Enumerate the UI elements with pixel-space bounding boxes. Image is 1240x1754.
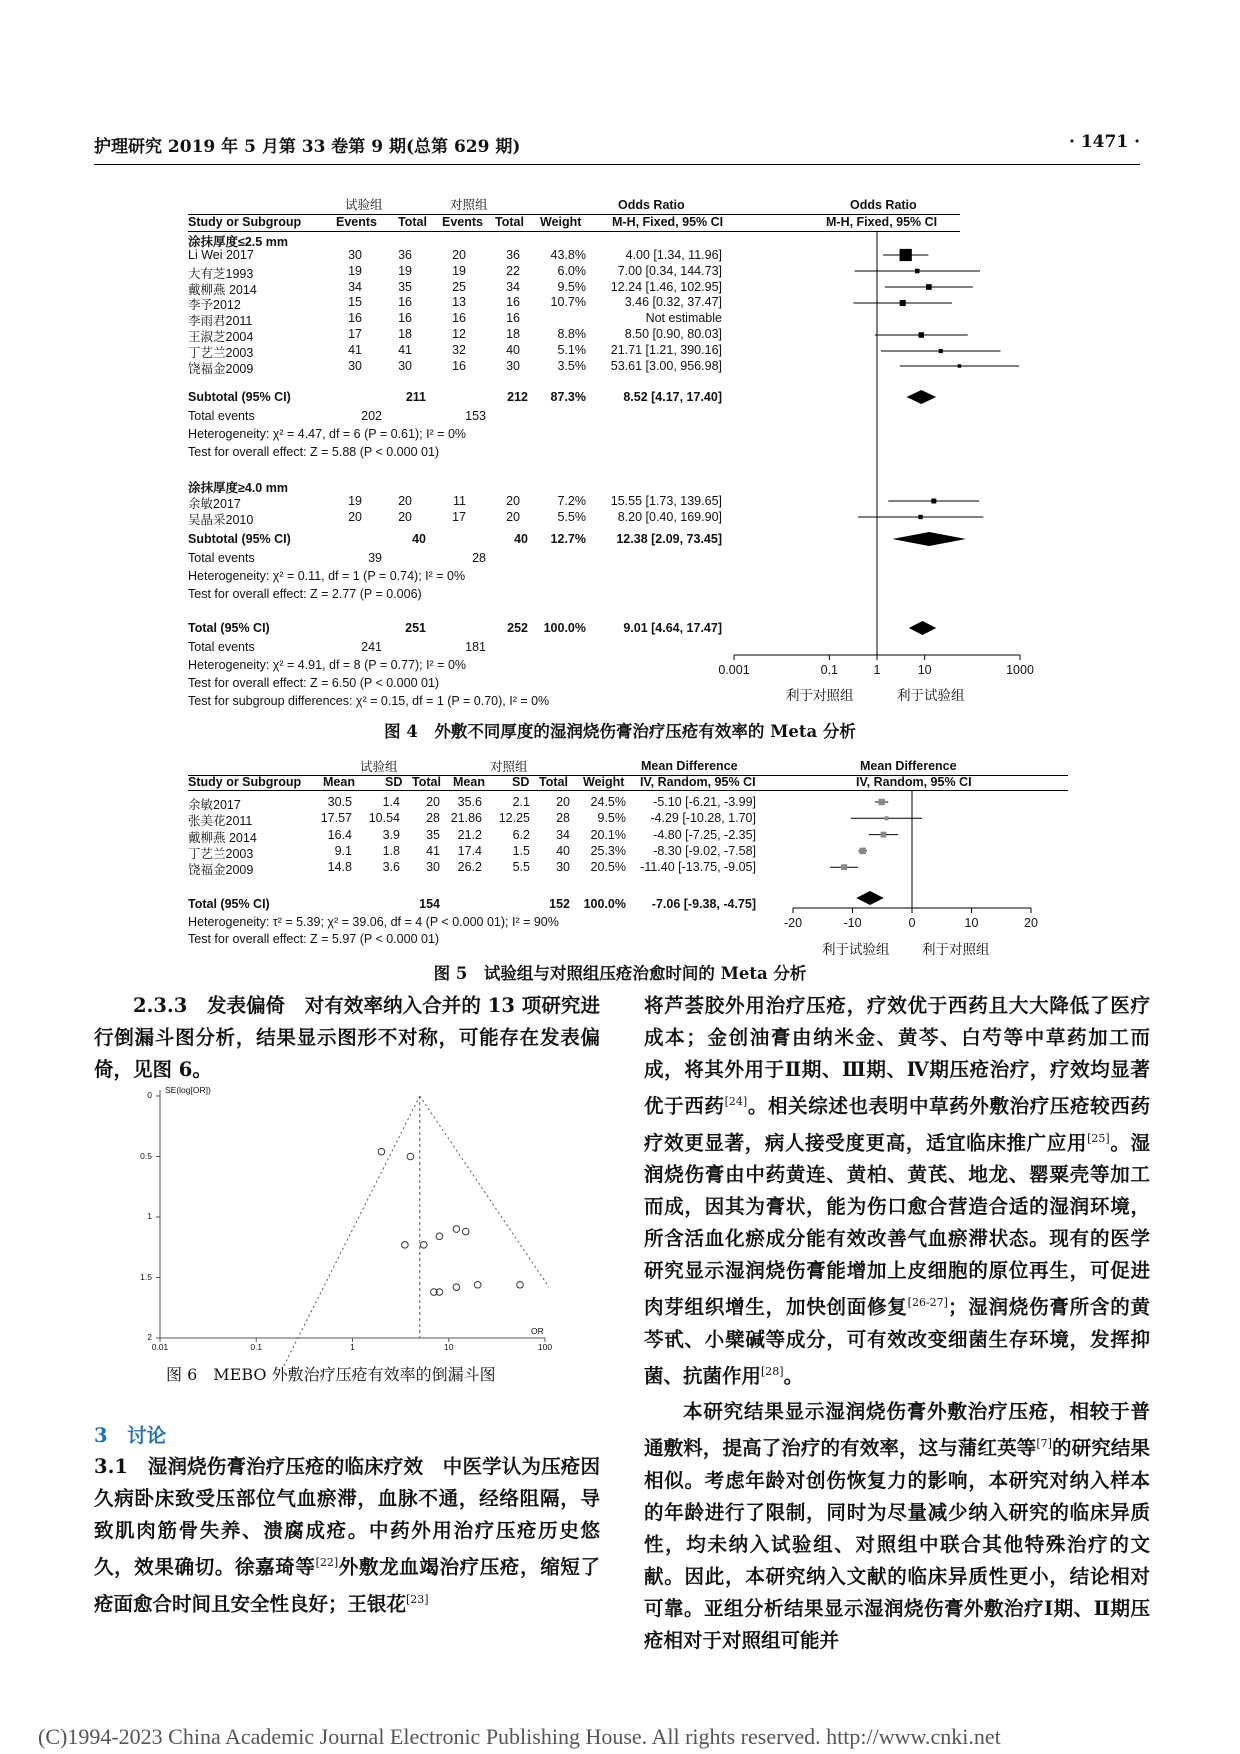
subgroup2-events-e1: 39 [368, 551, 382, 565]
weight: 9.5% [597, 811, 626, 826]
x-tick-label: 1 [873, 663, 881, 677]
mean-exp: 14.8 [327, 860, 352, 875]
events-exp: 41 [348, 342, 362, 357]
f5-col-sd-ctl: SD [512, 775, 530, 789]
total-exp: 30 [426, 860, 440, 875]
total-exp: 19 [398, 263, 412, 278]
events-exp: 15 [348, 295, 362, 310]
weight: 7.2% [557, 494, 586, 508]
events-exp: 30 [348, 248, 362, 262]
ref-28: [28] [761, 1364, 784, 1378]
sd-exp: 10.54 [368, 811, 400, 826]
subgroup1-events-label: Total events [188, 409, 255, 423]
events-ctl: 17 [452, 509, 466, 524]
sd-exp: 3.9 [382, 827, 400, 842]
events-ctl: 20 [452, 248, 466, 262]
x-tick-label: 10 [964, 916, 979, 930]
f5-col-md-plot-title: Mean Difference [860, 759, 957, 773]
ref-26-27: [26-27] [907, 1296, 948, 1309]
total-ctl: 16 [506, 295, 520, 310]
study-point [453, 1284, 460, 1291]
f5-col-md-sub: IV, Random, 95% CI [640, 775, 756, 789]
odds-ratio-ci: 4.00 [1.34, 11.96] [625, 248, 722, 262]
total-exp: 20 [398, 494, 412, 508]
study-point [407, 1153, 414, 1160]
total-t2: 252 [507, 621, 528, 635]
section-3-1-text-a: 中医学认为压疮因久病卧床致受压部位气血瘀滞，血脉不通，经络阻隔，导致肌肉筋骨失养、溃腐成疮。中药外用治疗压疮历史悠久，效果确切。徐嘉琦等 [94, 1455, 600, 1579]
sd-exp: 3.6 [382, 860, 400, 875]
mean-diff-ci: -4.80 [-7.25, -2.35] [653, 827, 756, 842]
col-total-exp: Total [398, 215, 427, 229]
study-name: 余敏2017 [188, 798, 241, 812]
col-study: Study or Subgroup [188, 215, 302, 229]
events-exp: 16 [348, 311, 362, 326]
sd-exp: 1.4 [382, 795, 400, 809]
right-column-text [644, 990, 1150, 1657]
funnel-right [420, 1096, 549, 1287]
mean-ctl: 35.6 [457, 795, 482, 809]
ref-7: [7] [1036, 1437, 1052, 1450]
x-tick-label: 0.01 [151, 1342, 169, 1352]
col-total-ctl: Total [495, 215, 524, 229]
weight: 5.5% [557, 509, 586, 524]
f6-x-label: OR [531, 1326, 544, 1336]
mean-diff-ci: -5.10 [-6.21, -3.99] [653, 795, 756, 809]
study-point [474, 1281, 481, 1288]
study-point [402, 1242, 409, 1249]
f5-group-ctl-label: 对照组 [490, 760, 528, 774]
x-tick-label: 20 [1024, 916, 1038, 930]
group-ctl-label: 对照组 [450, 198, 488, 212]
section-3-1 [94, 1451, 600, 1620]
total-events-label: Total events [188, 640, 255, 654]
f5-col-sd-exp: SD [385, 775, 403, 789]
subgroup1-subtotal-t2: 212 [507, 390, 528, 404]
events-ctl: 13 [452, 295, 466, 310]
subgroup2-subtotal-t1: 40 [412, 532, 426, 546]
mean-exp: 16.4 [327, 827, 352, 842]
y-tick-label: 0.5 [140, 1150, 152, 1161]
sd-ctl: 6.2 [512, 827, 530, 842]
total-exp: 18 [398, 327, 412, 341]
weight: 20.5% [590, 860, 626, 875]
x-tick-label: 0 [908, 916, 916, 930]
mean-diff-ci: -8.30 [-9.02, -7.58] [653, 843, 756, 858]
section-3-1-text-b: 外敷龙血竭治疗压疮，缩短了疮面愈合时间且安全性良好；王银花 [94, 1555, 600, 1615]
study-name: Li Wei 2017 [188, 248, 254, 262]
subgroup2-title: 涂抹厚度≥4.0 mm [188, 481, 288, 495]
odds-ratio-ci: 53.61 [3.00, 956.98] [610, 358, 722, 373]
f5-total-label: Total (95% CI) [188, 897, 270, 911]
f6-y-label: SE(log[OR]) [165, 1085, 211, 1095]
total-label: Total (95% CI) [188, 621, 270, 635]
total-exp: 41 [426, 843, 440, 858]
section-3-heading [94, 1420, 166, 1448]
study-name: 大有芝1993 [188, 266, 254, 281]
f5-group-exp-label: 试验组 [360, 760, 398, 774]
odds-ratio-ci: Not estimable [645, 311, 722, 326]
total-t1: 251 [405, 621, 426, 635]
events-ctl: 16 [452, 358, 466, 373]
x-tick-label: 0.001 [718, 663, 750, 677]
events-ctl: 11 [453, 494, 466, 508]
f5-favours-experimental: 利于试验组 [822, 942, 890, 957]
col-or-title: Odds Ratio [618, 198, 685, 212]
y-tick-label: 1.5 [140, 1271, 152, 1282]
sd-ctl: 12.25 [498, 811, 530, 826]
rc-p1-a: 将芦荟胶外用治疗压疮，疗效优于西药且大大降低了医疗成本；金创油膏由纳米金、黄芩、白芍等中草药加工而成，将其外用于Ⅱ期、Ⅲ期、Ⅳ期压疮治疗，疗效均显著优于西药 [644, 994, 1150, 1118]
events-ctl: 16 [452, 311, 466, 326]
page-number: · 1471 · [1069, 132, 1140, 152]
funnel-left [282, 1096, 420, 1369]
y-tick-label: 2 [147, 1332, 152, 1342]
f5-col-study: Study or Subgroup [188, 775, 302, 789]
mean-exp: 17.57 [320, 811, 352, 826]
study-name: 李予2012 [188, 298, 241, 313]
total-ctl: 30 [506, 358, 520, 373]
subgroup2-overall-test: Test for overall effect: Z = 2.77 (P = 0.006) [188, 587, 422, 601]
total-ctl: 20 [506, 494, 520, 508]
f5-total-t1: 154 [419, 897, 440, 911]
f5-total-t2: 152 [549, 897, 570, 911]
total-w: 100.0% [543, 621, 586, 635]
study-name: 丁艺兰2003 [188, 846, 254, 861]
total-exp: 35 [426, 827, 440, 842]
events-ctl: 32 [452, 342, 466, 357]
study-point [436, 1233, 443, 1240]
mean-ctl: 26.2 [457, 860, 482, 875]
f5-total-w: 100.0% [583, 897, 626, 911]
x-tick-label: -10 [843, 916, 862, 930]
total-ctl: 40 [506, 342, 520, 357]
subgroup1-events-e2: 153 [465, 409, 486, 423]
ref-25: [25] [1087, 1131, 1110, 1145]
subgroup1-subtotal-label: Subtotal (95% CI) [188, 390, 291, 404]
total-ctl: 16 [506, 311, 520, 326]
section-3-title: 讨论 [127, 1424, 167, 1447]
y-tick-label: 0 [147, 1090, 152, 1100]
x-tick-label: 0.1 [820, 663, 839, 677]
sd-ctl: 1.5 [512, 843, 530, 858]
subgroup1-heterogeneity: Heterogeneity: χ² = 4.47, df = 6 (P = 0.61); I² = 0% [188, 427, 467, 441]
total-ctl: 18 [506, 327, 520, 341]
total-ctl: 22 [506, 263, 520, 278]
section-2-3-3-number: 2.3.3 [133, 994, 188, 1017]
copyright-footer: (C)1994-2023 China Academic Journal Electronic Publishing House. All rights reserved. http://www.cnki.net [38, 1724, 1001, 1749]
ref-24: [24] [724, 1095, 748, 1108]
total-exp: 30 [398, 358, 412, 373]
subgroup2-events-label: Total events [188, 551, 255, 565]
f5-col-total-ctl: Total [539, 775, 568, 789]
total-events-e1: 241 [361, 640, 382, 654]
favours-control: 利于对照组 [786, 688, 854, 703]
col-or-plot-sub: M-H, Fixed, 95% CI [826, 215, 938, 229]
study-point [462, 1228, 469, 1235]
study-name: 张美花2011 [188, 814, 253, 829]
col-events-ctl: Events [442, 215, 483, 229]
section-2-3-3-text: 对有效率纳入合并的 13 项研究进行倒漏斗图分析，结果显示图形不对称，可能存在发表偏倚，见图 6。 [94, 994, 600, 1081]
subgroup1-subtotal-w: 87.3% [550, 390, 586, 404]
figure-5-caption: 图 5 试验组与对照组压疮治愈时间的 Meta 分析 [433, 964, 807, 983]
rc-p2-b: 的研究结果相似。考虑年龄对创伤恢复力的影响，本研究对纳入样本的年龄进行了限制，同时为尽量减少纳入研究的临床异质性，均未纳入试验组、对照组中联合其他特殊治疗的文献。因此，本研究纳入文献的临床异质性更小，结论相对可靠。亚组分析结果显示湿润烧伤膏外敷治疗Ⅰ期、Ⅱ期压疮相对于对照组可能并 [644, 1436, 1150, 1652]
mean-diff-ci: -4.29 [-10.28, 1.70] [650, 811, 756, 826]
events-exp: 30 [348, 358, 362, 373]
section-3-1-title: 湿润烧伤膏治疗压疮的临床疗效 [147, 1455, 424, 1478]
rc-p1-d: ；湿润烧伤膏所含的黄芩甙、小檗碱等成分，可有效改变细菌生存环境，发挥抑菌、抗菌作用 [644, 1295, 1150, 1387]
total-exp: 16 [398, 295, 412, 310]
study-point [378, 1148, 385, 1155]
total-exp: 20 [426, 795, 440, 809]
sd-ctl: 2.1 [512, 795, 530, 809]
favours-experimental: 利于试验组 [897, 688, 965, 703]
f5-col-total-exp: Total [412, 775, 441, 789]
weight: 10.7% [550, 295, 586, 310]
study-point [420, 1242, 427, 1249]
weight: 6.0% [557, 263, 586, 278]
total-exp: 35 [398, 279, 412, 294]
mean-diff-ci: -11.40 [-13.75, -9.05] [640, 860, 756, 875]
total-heterogeneity: Heterogeneity: χ² = 4.91, df = 8 (P = 0.77); I² = 0% [188, 658, 467, 672]
total-exp: 28 [426, 811, 440, 826]
study-name: 饶福金2009 [188, 863, 254, 878]
sd-ctl: 5.5 [512, 860, 530, 875]
events-ctl: 25 [452, 279, 466, 294]
total-ctl: 20 [556, 795, 570, 809]
weight: 8.8% [557, 327, 586, 341]
subgroup2-events-e2: 28 [472, 551, 486, 565]
total-ctl: 36 [506, 248, 520, 262]
f5-total-ci: -7.06 [-9.38, -4.75] [651, 897, 756, 911]
f5-overall-test: Test for overall effect: Z = 5.97 (P < 0.000 01) [188, 932, 440, 946]
x-tick-label: 1 [350, 1342, 355, 1352]
mean-exp: 9.1 [334, 843, 352, 858]
events-ctl: 12 [452, 327, 466, 341]
total-ctl: 20 [506, 509, 520, 524]
section-2-3-3-title: 发表偏倚 [206, 994, 286, 1017]
y-tick-label: 1 [147, 1211, 152, 1221]
total-exp: 16 [398, 311, 412, 326]
f5-heterogeneity: Heterogeneity: τ² = 5.39; χ² = 39.06, df = 4 (P < 0.000 01); I² = 90% [188, 915, 559, 929]
x-tick-label: 10 [917, 663, 932, 677]
rc-p1-e: 。 [783, 1364, 804, 1387]
mean-ctl: 21.86 [450, 811, 482, 826]
events-exp: 34 [348, 279, 362, 294]
study-name: 李雨君2011 [188, 314, 253, 329]
total-exp: 41 [398, 342, 412, 357]
subgroup2-subtotal-label: Subtotal (95% CI) [188, 532, 291, 546]
total-ctl: 28 [556, 811, 570, 826]
subgroup1-subtotal-ci: 8.52 [4.17, 17.40] [623, 390, 722, 404]
weight: 24.5% [590, 795, 626, 809]
weight: 5.1% [557, 342, 586, 357]
events-exp: 19 [348, 494, 362, 508]
subgroup1-title: 涂抹厚度≤2.5 mm [188, 235, 288, 249]
study-name: 余敏2017 [188, 497, 241, 511]
study-name: 饶福金2009 [188, 361, 254, 376]
rc-p1-b: 。相关综述也表明中草药外敷治疗压疮较西药疗效更显著，病人接受度更高，适宜临床推广应用 [644, 1094, 1150, 1154]
x-tick-label: 0.1 [250, 1342, 263, 1352]
col-events-exp: Events [336, 215, 377, 229]
x-tick-label: 1000 [1006, 663, 1034, 677]
f5-col-mean-exp: Mean [323, 775, 355, 789]
rc-p1-c: 。湿润烧伤膏由中药黄连、黄柏、黄芪、地龙、罂粟壳等加工而成，因其为膏状，能为伤口愈合营造合适的湿润环境，所含活血化瘀成分能有效改善气血瘀滞状态。现有的医学研究显示湿润烧伤膏能增加上皮细胞的原位再生，可促进肉芽组织增生，加快创面修复 [644, 1131, 1150, 1319]
study-name: 戴柳燕 2014 [188, 282, 257, 297]
subgroup2-subtotal-ci: 12.38 [2.09, 73.45] [616, 532, 722, 546]
group-exp-label: 试验组 [345, 198, 383, 212]
odds-ratio-ci: 15.55 [1.73, 139.65] [610, 494, 722, 508]
events-exp: 17 [348, 327, 362, 341]
figure-6-caption: 图 6 MEBO 外敷治疗压疮有效率的倒漏斗图 [166, 1365, 496, 1384]
odds-ratio-ci: 8.20 [0.40, 169.90] [617, 509, 722, 524]
subgroup1-overall-test: Test for overall effect: Z = 5.88 (P < 0.000 01) [188, 445, 440, 459]
subgroup-diff-test: Test for subgroup differences: χ² = 0.15, df = 1 (P = 0.70), I² = 0% [188, 694, 550, 708]
weight: 25.3% [590, 843, 626, 858]
journal-info: 护理研究 2019 年 5 月第 33 卷第 9 期(总第 629 期) [94, 137, 521, 157]
study-name: 吴晶采2010 [188, 512, 254, 527]
ref-22: [22] [315, 1556, 339, 1569]
weight: 3.5% [557, 358, 586, 373]
study-name: 王淑芝2004 [188, 330, 254, 344]
section-3-1-number: 3.1 [94, 1455, 128, 1478]
total-ci: 9.01 [4.64, 17.47] [623, 621, 722, 635]
study-point [517, 1281, 524, 1288]
odds-ratio-ci: 3.46 [0.32, 37.47] [624, 295, 722, 310]
mean-exp: 30.5 [327, 795, 352, 809]
ref-23: [23] [406, 1592, 429, 1606]
col-or-plot-title: Odds Ratio [850, 198, 917, 212]
mean-ctl: 21.2 [457, 827, 482, 842]
subgroup1-subtotal-t1: 211 [405, 390, 426, 404]
odds-ratio-ci: 12.24 [1.46, 102.95] [610, 279, 722, 294]
total-ctl: 34 [556, 827, 570, 842]
mean-ctl: 17.4 [457, 843, 482, 858]
odds-ratio-ci: 8.50 [0.90, 80.03] [624, 327, 722, 341]
subgroup2-subtotal-t2: 40 [514, 532, 528, 546]
figure-4-caption: 图 4 外敷不同厚度的湿润烧伤膏治疗压疮有效率的 Meta 分析 [384, 722, 856, 741]
total-overall-test: Test for overall effect: Z = 6.50 (P < 0.000 01) [188, 676, 440, 690]
total-exp: 36 [398, 248, 412, 262]
subgroup2-subtotal-w: 12.7% [550, 532, 586, 546]
subgroup1-events-e1: 202 [361, 409, 382, 423]
events-exp: 19 [348, 263, 362, 278]
odds-ratio-ci: 7.00 [0.34, 144.73] [617, 263, 722, 278]
subgroup2-heterogeneity: Heterogeneity: χ² = 0.11, df = 1 (P = 0.74); I² = 0% [188, 569, 466, 583]
study-name: 戴柳燕 2014 [188, 830, 257, 845]
total-ctl: 40 [556, 843, 570, 858]
f5-col-mean-ctl: Mean [453, 775, 485, 789]
col-or-sub: M-H, Fixed, 95% CI [612, 215, 724, 229]
f5-favours-control: 利于对照组 [922, 942, 990, 957]
col-weight: Weight [540, 215, 582, 229]
sd-exp: 1.8 [382, 843, 400, 858]
x-tick-label: 100 [537, 1342, 553, 1352]
section-3-number: 3 [94, 1424, 108, 1447]
odds-ratio-ci: 21.71 [1.21, 390.16] [610, 342, 722, 357]
events-exp: 20 [348, 509, 362, 524]
total-exp: 20 [398, 509, 412, 524]
weight: 9.5% [557, 279, 586, 294]
f5-col-weight: Weight [583, 775, 625, 789]
total-ctl: 34 [506, 279, 520, 294]
study-name: 丁艺兰2003 [188, 345, 254, 360]
rc-p2-a: 本研究结果显示湿润烧伤膏外敷治疗压疮，相较于普通敷料，提高了治疗的有效率，这与蒲红英等 [644, 1400, 1150, 1460]
total-ctl: 30 [556, 860, 570, 875]
weight: 43.8% [550, 248, 586, 262]
f5-col-md-title: Mean Difference [641, 759, 738, 773]
total-events-e2: 181 [465, 640, 486, 654]
f5-col-md-plot-sub: IV, Random, 95% CI [856, 775, 972, 789]
x-tick-label: 10 [444, 1342, 454, 1352]
events-ctl: 19 [452, 263, 466, 278]
study-point [453, 1226, 460, 1233]
weight: 20.1% [590, 827, 626, 842]
x-tick-label: -20 [783, 916, 803, 930]
